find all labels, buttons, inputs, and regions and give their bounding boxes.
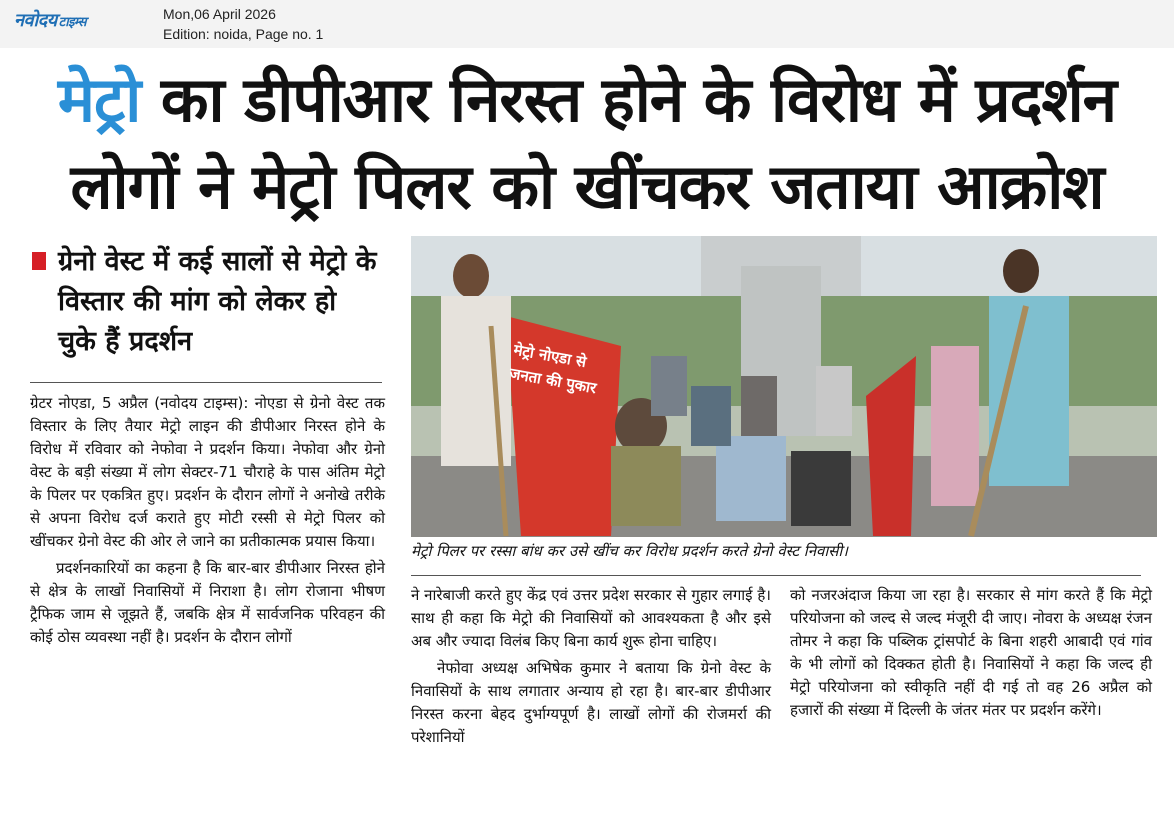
column-2-paragraph-2: नेफोवा अध्यक्ष अभिषेक कुमार ने बताया कि ग्रेनो वेस्ट के निवासियों के साथ लगातार अन्याय हो रहा है। बार-बार डीपीआर निरस्त करना बेहद दुर्भाग्यपूर्ण है। लाखों लोगों की रोजमर्रा की परेशानियों xyxy=(411,659,771,746)
subheadline-divider xyxy=(30,382,382,383)
article-column-3 xyxy=(790,584,1152,722)
column-2-paragraph-1: ने नारेबाजी करते हुए केंद्र एवं उत्तर प्रदेश सरकार से गुहार लगाई है। साथ ही कहा कि मेट्रो की निवासियों को आवश्यकता है और इसे अब और ज्यादा विलंब किए बिना कार्य शुरू होना चाहिए। xyxy=(411,586,771,650)
caption-divider xyxy=(411,575,1141,576)
subheadline: ग्रेनो वेस्ट में कई सालों से मेट्रो के विस्तार की मांग को लेकर हो चुके हैं प्रदर्शन xyxy=(58,246,377,357)
column-3-paragraph-1: को नजरअंदाज किया जा रहा है। सरकार से मांग करते हैं कि मेट्रो परियोजना को जल्द से जल्द मंजूरी दी जाए। नोवरा के अध्यक्ष रंजन तोमर ने कहा कि पब्लिक ट्रांसपोर्ट के बिना शहरी आबादी एवं गांव के भी लोगों को दिक्कत होती है। निवासियों ने कहा कि जल्द ही मेट्रो परियोजना को स्वीकृति नहीं दी गई तो वह 26 अप्रैल को हजारों की संख्या में दिल्ली के जंतर मंतर पर प्रदर्शन करेंगे। xyxy=(790,586,1152,719)
logo-main: नवोदय xyxy=(14,10,57,31)
column-1-paragraph-1: ग्रेटर नोएडा, 5 अप्रैल (नवोदय टाइम्स): नोएडा से ग्रेनो वेस्ट तक विस्तार के लिए तैयार मेट्रो लाइन की डीपीआर निरस्त होने के विरोध में रविवार को नेफोवा ने प्रदर्शन किया। नेफोवा और ग्रेनो वेस्ट के बड़ी संख्या में लोग सेक्टर-71 चौराहे के पास अंतिम मेट्रो के पिलर पर एकत्रित हुए। प्रदर्शन के दौरान लोगों ने अनोखे तरीके से अपना विरोध दर्ज कराते हुए मोटी रस्सी से मेट्रो पिलर को खींचकर ग्रेनो वेस्ट की ओर ले जाने का प्रतीकात्मक प्रयास किया। xyxy=(30,394,385,550)
headline-rest: का डीपीआर निरस्त होने के विरोध में प्रदर्शन xyxy=(140,63,1117,136)
subheadline-bullet xyxy=(32,252,46,270)
edition-date: Mon,06 April 2026 xyxy=(163,6,276,22)
article-column-1 xyxy=(30,392,385,649)
newspaper-logo[interactable] xyxy=(14,8,86,32)
headline-line-1 xyxy=(0,58,1174,142)
news-photo xyxy=(411,236,1157,537)
logo-sub: टाइम्स xyxy=(58,15,86,30)
protest-banner-text: मेट्रो नोएडा से जनता की पुकार xyxy=(508,340,598,398)
edition-info xyxy=(163,4,323,44)
article-column-2 xyxy=(411,584,771,749)
column-1-paragraph-2: प्रदर्शनकारियों का कहना है कि बार-बार डीपीआर निरस्त होने से क्षेत्र के लाखों निवासियों में निराशा है। लोग रोजाना भीषण ट्रैफिक जाम से जूझते हैं, जबकि क्षेत्र में सार्वजनिक परिवहन की कोई ठोस व्यवस्था नहीं है। प्रदर्शन के दौरान लोगों xyxy=(30,559,385,646)
headline-accent: मेट्रो xyxy=(57,63,141,136)
headline-line-2: लोगों ने मेट्रो पिलर को खींचकर जताया आक्रोश xyxy=(70,150,1104,223)
photo-caption: मेट्रो पिलर पर रस्सा बांध कर उसे खींच कर विरोध प्रदर्शन करते ग्रेनो वेस्ट निवासी। xyxy=(411,542,848,560)
edition-page: Edition: noida, Page no. 1 xyxy=(163,26,324,42)
masthead-bar xyxy=(0,0,1174,48)
